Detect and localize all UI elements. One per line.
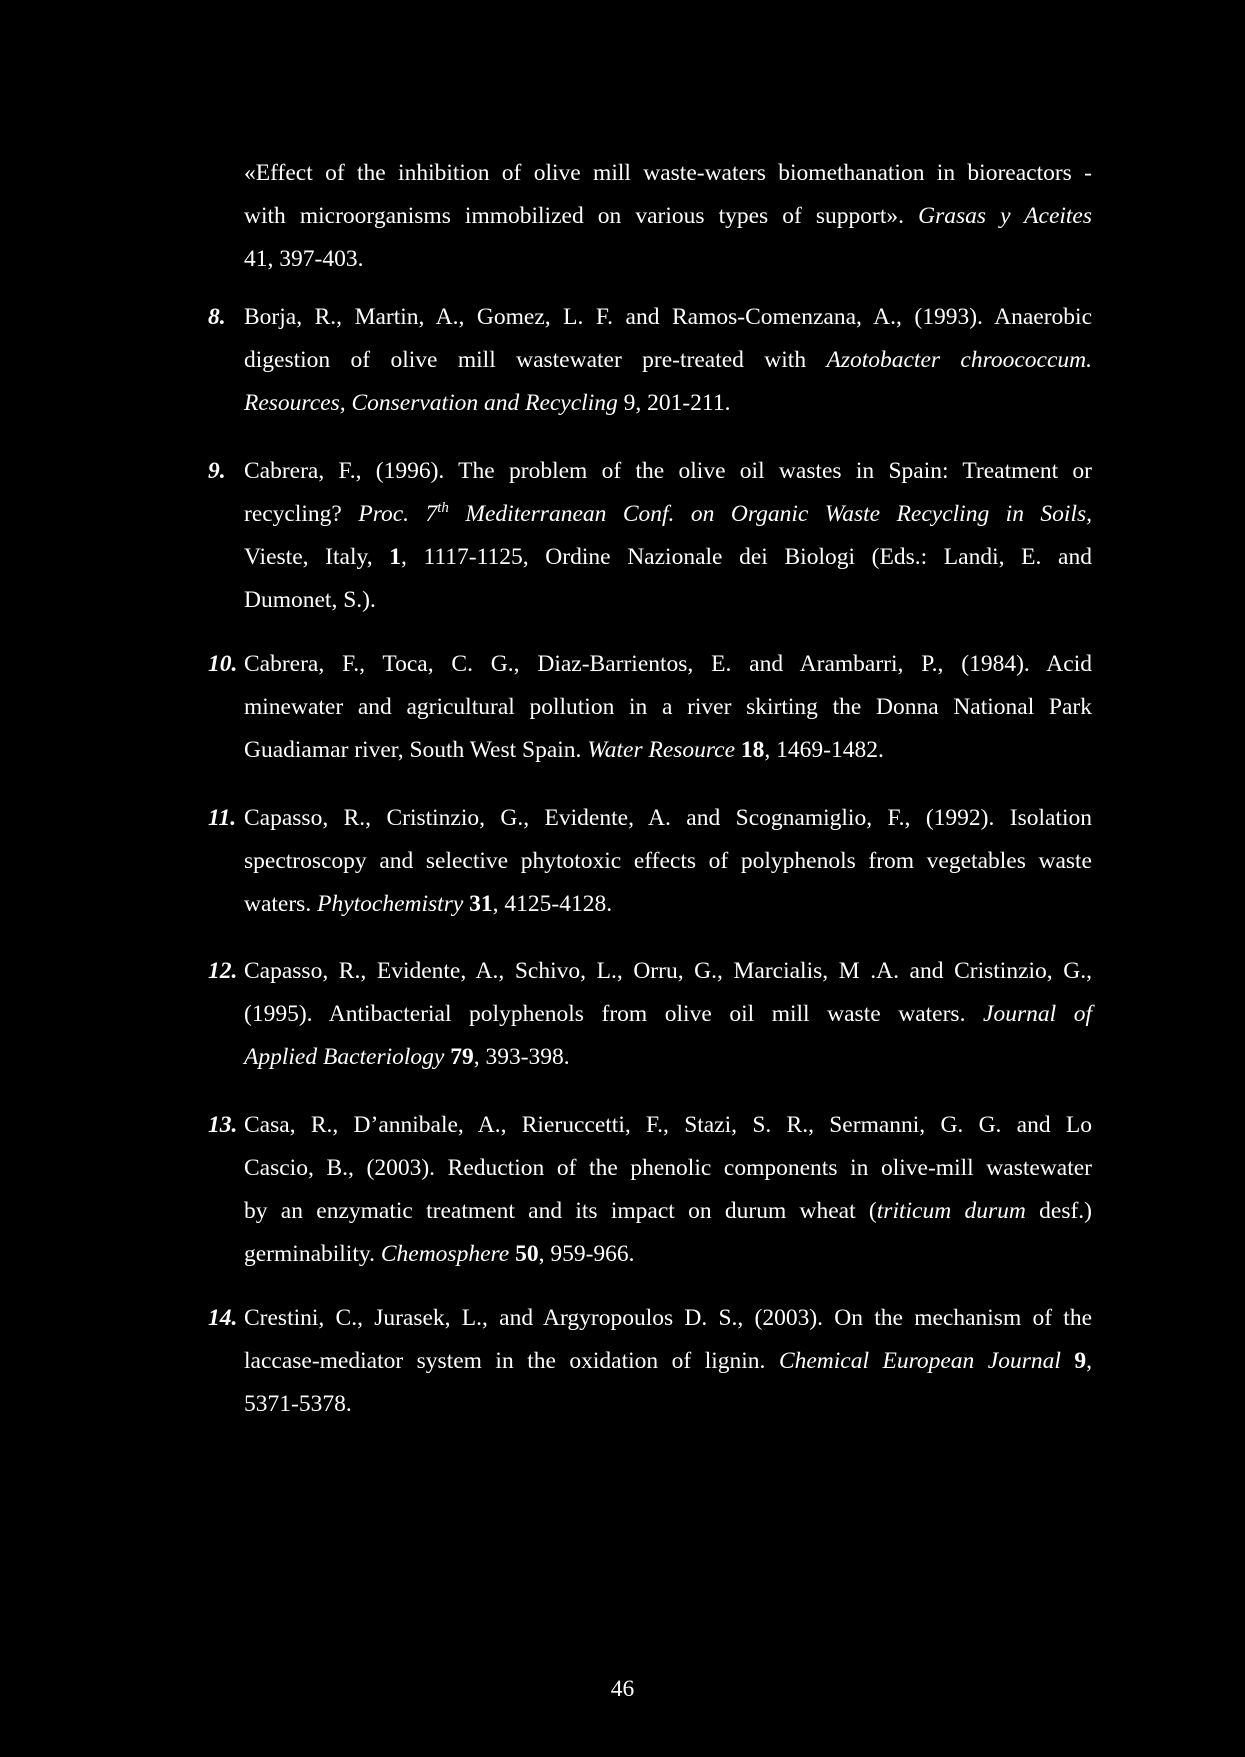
reference-line [244,152,1092,195]
reference-text: Capasso, R., Cristinzio, G., Evidente, A. and Scognamiglio, F., (1992). Isolation [244,805,1092,831]
reference-number: 8. [208,304,226,330]
reference-line [244,1297,1092,1340]
reference-text: waters. [244,891,318,917]
reference-entry [244,797,1092,926]
reference-entry [244,950,1092,1079]
reference-text: 41, 397-403. [244,246,364,272]
page-number: 46 [610,1676,635,1702]
reference-line [244,729,1092,772]
reference-number: 13. [208,1112,238,1138]
reference-entry [244,1297,1092,1426]
reference-entry [244,643,1092,772]
reference-line [244,1147,1092,1190]
reference-line [244,797,1092,840]
reference-line [244,1190,1092,1233]
reference-text: with microorganisms immobilized on various types of support». [244,203,919,229]
reference-line [244,195,1092,238]
reference-text: Chemical European Journal [778,1348,1075,1374]
reference-number: 9. [208,458,226,484]
reference-text: spectroscopy and selective phytotoxic effects of polyphenols from vegetables waste [244,848,1092,874]
reference-line [244,450,1092,493]
reference-text: 9, 201-211. [623,390,731,416]
reference-text: «Effect of the inhibition of olive mill waste-waters biomethanation in bioreactors - [244,160,1092,186]
reference-line [244,339,1092,382]
reference-entry [244,450,1092,622]
reference-text: recycling? [244,501,359,527]
reference-text: Water Resource [587,737,741,763]
reference-text: 18 [740,737,765,763]
reference-text: 5371-5378. [244,1391,352,1417]
reference-text: 79 [450,1044,474,1070]
reference-text: Chemosphere [380,1241,516,1267]
reference-line [244,993,1092,1036]
reference-entry [244,152,1092,281]
reference-line [244,1340,1092,1383]
reference-text: Cascio, B., (2003). Reduction of the phenolic components in olive-mill wastewater [244,1155,1092,1181]
reference-text: 50 [515,1241,539,1267]
reference-line [244,493,1092,536]
reference-text: digestion of olive mill wastewater pre-treated with [244,347,827,373]
reference-line [244,296,1092,339]
reference-line [244,579,1092,622]
reference-number: 14. [208,1305,238,1331]
reference-text: , [1086,1348,1093,1374]
reference-text: , 4125-4128. [492,891,613,917]
reference-text: (1995). Antibacterial polyphenols from olive oil mill waste waters. [244,1001,984,1027]
reference-text: Azotobacter chroococcum. [826,347,1093,373]
reference-text: 9 [1074,1348,1087,1374]
reference-text: Journal of [983,1001,1092,1027]
reference-line [244,840,1092,883]
reference-text: by an enzymatic treatment and its impact on durum wheat ( [244,1198,877,1224]
reference-text: , 393-398. [473,1044,570,1070]
reference-text: Applied Bacteriology [244,1044,451,1070]
reference-text: Crestini, C., Jurasek, L., and Argyropoulos D. S., (2003). On the mechanism of the [244,1305,1092,1331]
reference-text: minewater and agricultural pollution in a river skirting the Donna National Park [244,694,1092,720]
reference-entry [244,296,1092,425]
reference-number: 10. [208,651,238,677]
reference-line [244,1383,1092,1426]
reference-text: 1 [389,544,401,570]
reference-text: Capasso, R., Evidente, A., Schivo, L., Orru, G., Marcialis, M .A. and Cristinzio, G., [244,958,1092,984]
reference-text: Cabrera, F., Toca, C. G., Diaz-Barrientos, E. and Arambarri, P., (1984). Acid [244,651,1092,677]
reference-entry [244,1104,1092,1276]
reference-text: Mediterranean Conf. on Organic Waste Recycling in Soils, [448,501,1093,527]
reference-text: Guadiamar river, South West Spain. [244,737,588,763]
reference-text: Cabrera, F., (1996). The problem of the olive oil wastes in Spain: Treatment or [244,458,1092,484]
reference-text: Proc. 7 [358,501,438,527]
reference-line [244,686,1092,729]
reference-number: 12. [208,958,238,984]
reference-text: Phytochemistry [317,891,470,917]
reference-text: Resources, Conservation and Recycling [244,390,624,416]
reference-text: 31 [469,891,493,917]
reference-text: Casa, R., D’annibale, A., Rieruccetti, F., Stazi, S. R., Sermanni, G. G. and Lo [244,1112,1092,1138]
reference-line [244,382,1092,425]
reference-text: desf.) [1025,1198,1092,1224]
reference-line [244,238,1092,281]
reference-line [244,1233,1092,1276]
reference-text: triticum durum [876,1198,1026,1224]
reference-text: Vieste, Italy, [244,544,390,570]
reference-line [244,536,1092,579]
reference-number: 11. [208,805,237,831]
reference-text: Grasas y Aceites [918,203,1093,229]
reference-line [244,1036,1092,1079]
reference-text: Borja, R., Martin, A., Gomez, L. F. and Ramos-Comenzana, A., (1993). Anaerobic [244,304,1092,330]
reference-line [244,1104,1092,1147]
reference-line [244,883,1092,926]
reference-text: th [437,500,449,517]
reference-text: , 1469-1482. [764,737,884,763]
reference-text: , 1117-1125, Ordine Nazionale dei Biologi (Eds.: Landi, E. and [401,544,1092,570]
reference-text: Dumonet, S.). [244,587,376,613]
reference-text: , 959-966. [538,1241,635,1267]
reference-text: laccase-mediator system in the oxidation of lignin. [244,1348,779,1374]
reference-line [244,950,1092,993]
reference-text: germinability. [244,1241,381,1267]
reference-line [244,643,1092,686]
